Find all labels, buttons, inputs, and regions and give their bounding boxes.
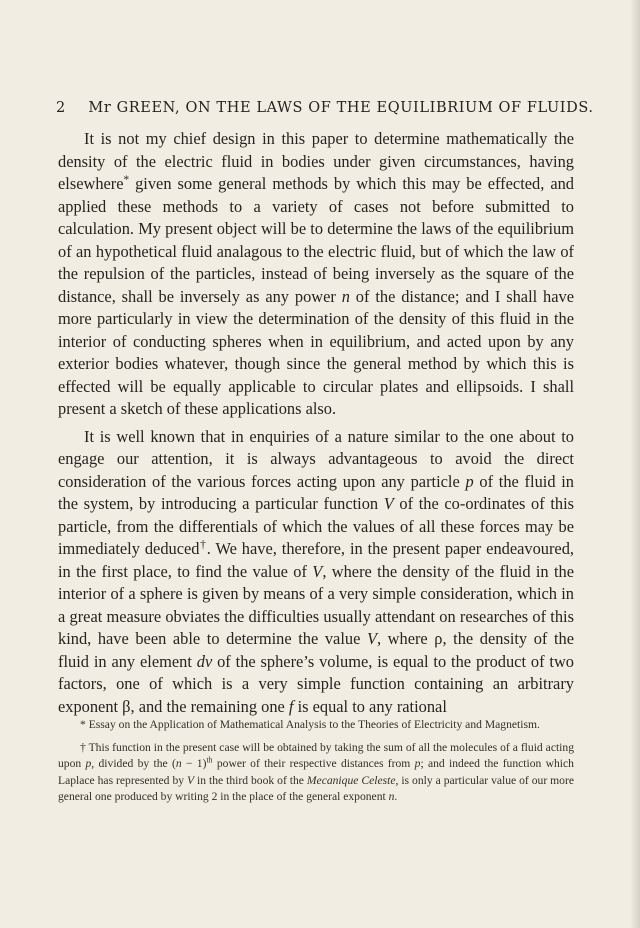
text-run: , is only a particular value of our more general one produced by writing 2 in the place of the general exponent bbox=[58, 773, 574, 804]
italic-term: n bbox=[175, 757, 182, 771]
footnote bbox=[58, 717, 574, 734]
page-header bbox=[56, 100, 596, 116]
italic-term: V bbox=[366, 629, 377, 648]
text-run: It is not my chief design in this paper to determine mathematically the density of the electric fluid in bodies under given circumstances, having elsewhere bbox=[58, 129, 574, 193]
italic-term: p bbox=[414, 757, 421, 771]
italic-term: n bbox=[388, 790, 395, 804]
text-run: of the sphere’s volume, is equal to the product of two factors, one of which is a very simple function containing an arbitrary exponent β, and the remaining one bbox=[58, 651, 575, 716]
text-run: , where the density of the fluid in the interior of a sphere is given by means of a very simple consideration, which in a great measure obviates the difficulties usually attendant on researches of this kind, have been able to determine the value bbox=[58, 561, 574, 648]
text-run: It is well known that in enquiries of a nature similar to the one about to engage our attention, it is always advantageous to avoid the direct consideration of the various forces acting upon any particle bbox=[58, 426, 574, 491]
running-head: Mr GREEN, ON THE LAWS OF THE EQUILIBRIUM OF FLUIDS. bbox=[88, 100, 594, 116]
text-run: is equal to any rational bbox=[293, 696, 447, 716]
italic-term: V bbox=[383, 494, 394, 513]
italic-term: p bbox=[465, 471, 474, 491]
text-run: , where ρ, the density of the fluid in any element bbox=[58, 629, 574, 671]
italic-term: V bbox=[187, 773, 195, 787]
italic-term: Mecanique Celeste bbox=[306, 773, 396, 787]
text-run: in the third book of the bbox=[194, 773, 307, 787]
page-number: 2 bbox=[56, 100, 66, 116]
note-marker: th bbox=[206, 755, 213, 765]
footnote bbox=[58, 740, 574, 806]
page-edge-shadow bbox=[630, 0, 640, 928]
note-marker: * bbox=[123, 173, 130, 186]
italic-term: dv bbox=[196, 651, 213, 671]
italic-term: n bbox=[341, 286, 350, 306]
text-run: given some general methods by which this may be effected, and applied these methods to a variety of cases not before submitted to calculation. My present object will be to determine the laws of the equilibrium of an hypothetical fluid analagous to the electric fluid, but of which the law of the repulsion of the particles, instead of being inversely as the square of the distance, shall be inversely as any power bbox=[58, 174, 574, 306]
paragraph bbox=[58, 426, 574, 719]
text-run: − 1) bbox=[181, 757, 207, 771]
paragraph bbox=[58, 128, 574, 421]
body-text bbox=[58, 128, 574, 718]
text-run: . bbox=[394, 790, 398, 804]
text-run: power of their respective distances from bbox=[212, 757, 415, 771]
text-run: , divided by the ( bbox=[91, 757, 176, 771]
text-run: * Essay on the Application of Mathematical Analysis to the Theories of Electricity and Magnetism. bbox=[80, 718, 540, 731]
italic-term: V bbox=[312, 561, 323, 581]
italic-term: f bbox=[288, 696, 294, 716]
text-run: of the distance; and I shall have more particularly in view the determination of the density of this fluid in the interior of conducting spheres when in equilibrium, and acted upon by any exterior bodies whatever, though since the general method by which this is effected will be equally applicable to circular plates and ellipsoids. I shall present a sketch of these applications also. bbox=[58, 286, 574, 418]
note-marker: † bbox=[199, 538, 207, 551]
text-run: † This function in the present case will be obtained by taking the sum of all the molecules of a fluid acting upon bbox=[58, 740, 574, 771]
text-run: of the co-ordinates of this particle, from the differentials of which the values of all these forces may be immediately deduced bbox=[58, 494, 575, 558]
text-run: of the fluid in the system, by introducing a particular function bbox=[58, 471, 574, 513]
text-run: . We have, therefore, in the present paper endeavoured, in the first place, to find the value of bbox=[58, 539, 575, 581]
footnotes bbox=[58, 717, 574, 806]
text-run: ; and indeed the function which Laplace has represented by bbox=[58, 757, 574, 787]
italic-term: p bbox=[85, 757, 92, 771]
